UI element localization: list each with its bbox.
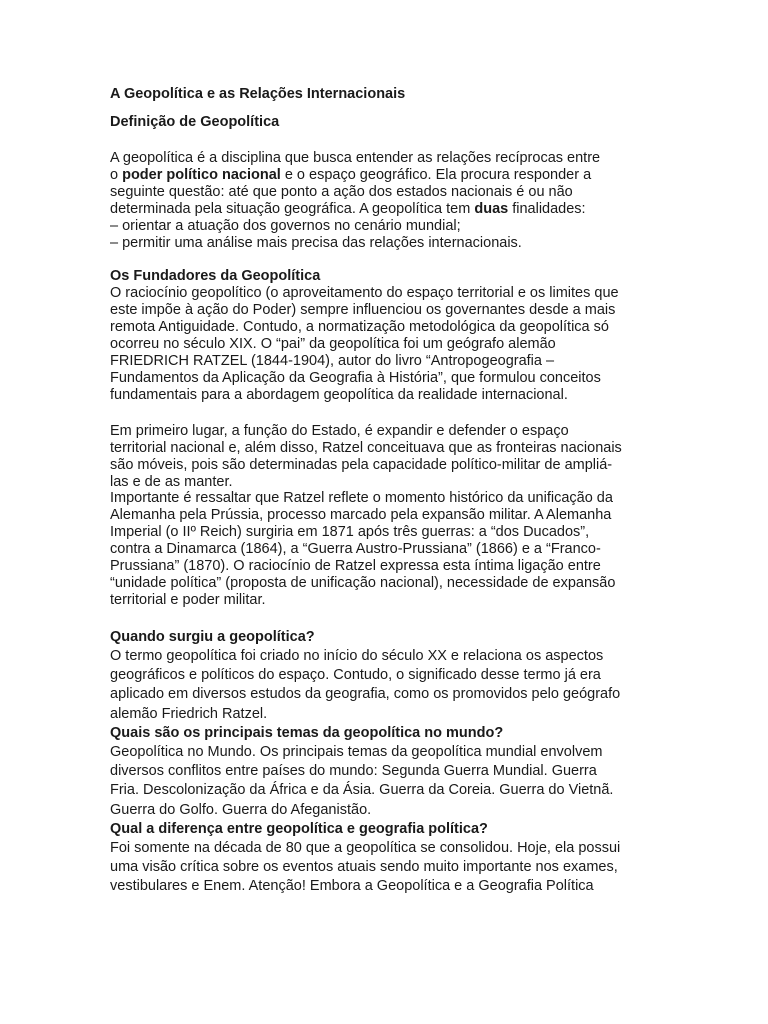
document-page [110, 84, 670, 897]
question-heading: Quando surgiu a geopolítica? [110, 628, 315, 645]
text-line [110, 201, 670, 218]
bold-term: poder político nacional [122, 166, 281, 183]
state-paragraph [110, 423, 670, 609]
text-line: Fundamentos da Aplicação da Geografia à História”, que formulou conceitos [110, 369, 601, 386]
document-title: A Geopolítica e as Relações Internacionais [110, 86, 406, 102]
text-line: são móveis, pois são determinadas pela capacidade político-militar de ampliá- [110, 456, 613, 473]
section-title-definition: Definição de Geopolítica [110, 114, 280, 130]
list-item: – orientar a atuação dos governos no cenário mundial; [110, 217, 461, 234]
bold-term: duas [474, 200, 509, 217]
answer-line: O termo geopolítica foi criado no início do século XX e relaciona os aspectos [110, 647, 604, 664]
text-line: Imperial (o IIº Reich) surgiria em 1871 após três guerras: a “dos Ducados”, [110, 524, 590, 541]
text-line: este impõe à ação do Poder) sempre influenciou os governantes desde a mais [110, 302, 616, 319]
section-heading-founders: Os Fundadores da Geopolítica [110, 268, 321, 285]
answer-line: vestibulares e Enem. Atenção! Embora a Geopolítica e a Geografia Política [110, 878, 594, 895]
answer-line: Guerra do Golfo. Guerra do Afeganistão. [110, 801, 372, 818]
text-line: O raciocínio geopolítico (o aproveitamento do espaço territorial e os limites que [110, 285, 619, 302]
text-line: Prussiana” (1870). O raciocínio de Ratzel expressa esta íntima ligação entre [110, 558, 601, 575]
founders-section [110, 268, 670, 403]
text-span: determinada pela situação geográfica. A geopolítica tem [110, 200, 475, 217]
answer-line: uma visão crítica sobre os eventos atuais sendo muito importante nos exames, [110, 859, 618, 876]
text-line: FRIEDRICH RATZEL (1844-1904), autor do livro “Antropogeografia – [110, 353, 555, 370]
answer-line: Fria. Descolonização da África e da Ásia. Guerra da Coreia. Guerra do Vietnã. [110, 782, 614, 799]
text-line: territorial e poder militar. [110, 591, 266, 608]
question-heading: Qual a diferença entre geopolítica e geografia política? [110, 820, 488, 837]
text-line [110, 167, 670, 184]
text-line: Em primeiro lugar, a função do Estado, é expandir e defender o espaço [110, 422, 569, 439]
text-line: remota Antiguidade. Contudo, a normatização metodológica da geopolítica só [110, 319, 609, 336]
question-section-1 [110, 628, 670, 724]
text-line: A geopolítica é a disciplina que busca entender as relações recíprocas entre [110, 150, 601, 166]
text-span: e o espaço geográfico. Ela procura responder a [280, 166, 592, 183]
text-line: Alemanha pela Prússia, processo marcado pela expansão militar. A Alemanha [110, 507, 612, 524]
text-line: contra a Dinamarca (1864), a “Guerra Austro-Prussiana” (1866) e a “Franco- [110, 541, 601, 558]
text-line: territorial nacional e, além disso, Ratzel conceituava que as fronteiras nacionais [110, 439, 622, 456]
text-span: o [110, 166, 123, 183]
text-line: ocorreu no século XIX. O “pai” da geopolítica foi um geógrafo alemão [110, 336, 556, 353]
answer-line: geográficos e políticos do espaço. Contudo, o significado desse termo já era [110, 667, 601, 684]
text-line: “unidade política” (proposta de unificação nacional), necessidade de expansão [110, 574, 616, 591]
list-item: – permitir uma análise mais precisa das relações internacionais. [110, 234, 522, 251]
answer-line: Geopolítica no Mundo. Os principais temas da geopolítica mundial envolvem [110, 743, 603, 760]
text-span: finalidades: [508, 200, 586, 217]
question-section-2 [110, 724, 670, 820]
text-line: fundamentais para a abordagem geopolítica da realidade internacional. [110, 386, 568, 403]
text-line: seguinte questão: até que ponto a ação dos estados nacionais é ou não [110, 183, 573, 200]
answer-line: alemão Friedrich Ratzel. [110, 705, 268, 722]
question-heading: Quais são os principais temas da geopolítica no mundo? [110, 724, 504, 741]
answer-line: Foi somente na década de 80 que a geopolítica se consolidou. Hoje, ela possui [110, 839, 621, 856]
question-section-3 [110, 820, 670, 897]
text-line: Importante é ressaltar que Ratzel reflete o momento histórico da unificação da [110, 490, 613, 507]
text-line: las e de as manter. [110, 473, 233, 490]
answer-line: aplicado em diversos estudos da geografia, como os promovidos pelo geógrafo [110, 686, 621, 703]
answer-line: diversos conflitos entre países do mundo: Segunda Guerra Mundial. Guerra [110, 763, 597, 780]
intro-paragraph [110, 150, 670, 251]
